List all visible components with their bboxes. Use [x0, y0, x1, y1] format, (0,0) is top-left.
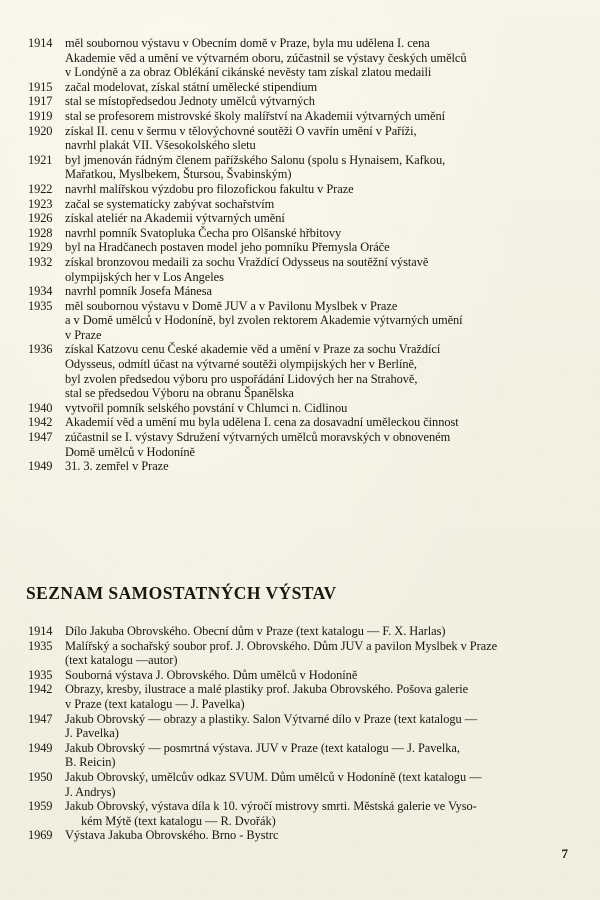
exhibition-entry [28, 741, 582, 770]
chronology-entry [28, 284, 582, 299]
chronology-entry-line: a v Domě umělců v Hodoníně, byl zvolen rektorem Akademie výtvarných umění [65, 313, 463, 328]
chronology-entry [28, 197, 582, 212]
section-heading-exhibitions: SEZNAM SAMOSTATNÝCH VÝSTAV [26, 583, 337, 603]
chronology-entry [28, 226, 582, 241]
chronology-entry-year: 1923 [28, 196, 53, 211]
chronology-entry-year: 1926 [28, 211, 53, 226]
exhibition-entry-line: Jakub Obrovský, výstava díla k 10. výročí mistrovy smrti. Městská galerie ve Vyso- [65, 799, 477, 814]
chronology-entry-year: 1949 [28, 459, 53, 474]
page-number: 7 [561, 846, 568, 861]
chronology-entry [28, 94, 582, 109]
chronology-entry-line: navrhl pomník Josefa Mánesa [65, 284, 212, 299]
chronology-entry-year: 1935 [28, 298, 53, 313]
exhibition-entry-line: Jakub Obrovský — obrazy a plastiky. Salon Výtvarné dílo v Praze (text katalogu — [65, 711, 478, 726]
chronology-entry-body [58, 36, 582, 80]
exhibition-entry [28, 682, 582, 711]
exhibition-entry-line: Dílo Jakuba Obrovského. Obecní dům v Praze (text katalogu — F. X. Harlas) [65, 624, 446, 638]
chronology-entry-year: 1947 [28, 430, 53, 445]
chronology-entry-line: Akademie věd a umění ve výtvarném oboru, zúčastnil se výstavy českých umělců [65, 50, 467, 65]
chronology-entry-line: Mařatkou, Myslbekem, Štursou, Švabinským) [65, 167, 292, 182]
chronology-entry-line: získal II. cenu v šermu v tělovýchovné soutěži O vavřín umění v Paříži, [65, 123, 417, 138]
exhibition-entry [28, 712, 582, 741]
chronology-entry-line: Odysseus, odmítl účast na výtvarné soutěži olympijských her v Berlíně, [65, 357, 417, 372]
chronology-entry-line: v Londýně a za obraz Oblékání cikánské nevěsty tam získal zlatou medaili [65, 65, 432, 80]
exhibition-entry [28, 770, 582, 799]
exhibition-entry-year: 1959 [28, 799, 53, 814]
chronology-entry-year: 1922 [28, 181, 53, 196]
chronology-entry-body [58, 459, 582, 474]
chronology-entry-year: 1940 [28, 400, 53, 415]
exhibition-entry [28, 624, 582, 639]
chronology-entry-line: byl zvolen předsedou výboru pro uspořádání Lidových her na Strahově, [65, 371, 418, 386]
chronology-entry-body [58, 94, 582, 109]
chronology-entry-year: 1920 [28, 123, 53, 138]
chronology-entry-line: byl na Hradčanech postaven model jeho pomníku Přemysla Oráče [65, 240, 390, 255]
exhibition-entry-body [58, 741, 582, 770]
chronology-entry-line: získal bronzovou medaili za sochu Vraždící Odysseus na soutěžní výstavě [65, 254, 429, 269]
exhibition-entry-line: (text katalogu —autor) [65, 653, 178, 668]
exhibition-entry-line: Jakub Obrovský, umělcův odkaz SVUM. Dům umělců v Hodoníně (text katalogu — [65, 769, 482, 784]
chronology-entry-year: 1934 [28, 284, 53, 299]
chronology-entry-line: navrhl plakát VII. Všesokolského sletu [65, 138, 256, 153]
exhibition-entry-year: 1969 [28, 828, 53, 843]
chronology-entry-body [58, 430, 582, 459]
chronology-entry [28, 211, 582, 226]
chronology-entry-line: v Praze [65, 327, 102, 342]
chronology-entry-body [58, 342, 582, 400]
exhibition-entry-body [58, 712, 582, 741]
exhibition-entry-line: Jakub Obrovský — posmrtná výstava. JUV v Praze (text katalogu — J. Pavelka, [65, 740, 460, 755]
exhibition-entry-body [58, 668, 582, 683]
chronology-entry [28, 255, 582, 284]
chronology-entry-line: 31. 3. zemřel v Praze [65, 459, 169, 474]
chronology-entry-line: navrhl pomník Svatopluka Čecha pro Olšanské hřbitovy [65, 225, 342, 240]
exhibition-entry-body [58, 770, 582, 799]
chronology-entry-year: 1928 [28, 225, 53, 240]
chronology-entry-line: získal Katzovu cenu České akademie věd a umění v Praze za sochu Vraždící [65, 342, 441, 357]
exhibition-entry-body [58, 828, 582, 843]
chronology-entry [28, 240, 582, 255]
chronology-entry-body [58, 80, 582, 95]
chronology-entry-line: navrhl malířskou výzdobu pro filozofickou fakultu v Praze [65, 181, 354, 196]
chronology-entry-body [58, 255, 582, 284]
chronology-entry-line: stal se místopředsedou Jednoty umělců výtvarných [65, 94, 315, 109]
chronology-entry-line: byl jmenován řádným členem pařížského Salonu (spolu s Hynaisem, Kafkou, [65, 152, 446, 167]
chronology-entry-line: stal se profesorem mistrovské školy malířství na Akademii výtvarných umění [65, 108, 445, 123]
exhibition-entry-year: 1914 [28, 624, 53, 638]
chronology-entry-line: začal modelovat, získal státní umělecké stipendium [65, 79, 318, 94]
exhibition-entry-line: Malířský a sochařský soubor prof. J. Obrovského. Dům JUV a pavilon Myslbek v Praze [65, 638, 498, 653]
chronology-entry-body [58, 415, 582, 430]
chronology-entry [28, 415, 582, 430]
exhibition-entry-year: 1935 [28, 638, 53, 653]
chronology-entry-line: zúčastnil se I. výstavy Sdružení výtvarných umělců moravských v obnoveném [65, 430, 451, 445]
chronology-entry-line: získal ateliér na Akademii výtvarných umění [65, 211, 285, 226]
chronology-entry-body [58, 124, 582, 153]
exhibition-entry-year: 1950 [28, 769, 53, 784]
chronology-entry [28, 459, 582, 474]
exhibitions-list [28, 624, 582, 843]
chronology-entry [28, 153, 582, 182]
chronology-entry [28, 401, 582, 416]
exhibition-entry-line: Souborná výstava J. Obrovského. Dům umělců v Hodoníně [65, 667, 358, 682]
exhibition-entry-body [58, 639, 582, 668]
exhibition-entry-line: v Praze (text katalogu — J. Pavelka) [65, 696, 245, 711]
chronology-entry-line: vytvořil pomník selského povstání v Chlumci n. Cidlinou [65, 400, 348, 415]
exhibition-entry-line: J. Pavelka) [65, 726, 119, 741]
exhibition-entry [28, 668, 582, 683]
exhibition-entry [28, 639, 582, 668]
exhibition-entry-line: Výstava Jakuba Obrovského. Brno - Bystrc [65, 828, 279, 843]
exhibition-entry-body [58, 624, 582, 639]
chronology-entry-year: 1917 [28, 94, 53, 109]
chronology-entry-line: Domě umělců v Hodoníně [65, 444, 196, 459]
exhibition-entry-line: J. Andrys) [65, 784, 116, 799]
chronology-entry [28, 80, 582, 95]
chronology-entry-year: 1919 [28, 108, 53, 123]
chronology-entry [28, 342, 582, 400]
exhibition-entry-body [58, 799, 582, 828]
chronology-entry-year: 1921 [28, 152, 53, 167]
exhibition-entry [28, 828, 582, 843]
chronology-entry-body [58, 299, 582, 343]
exhibition-entry-year: 1935 [28, 667, 53, 682]
chronology-entry [28, 36, 582, 80]
exhibition-entry-year: 1947 [28, 711, 53, 726]
chronology-entry-year: 1929 [28, 240, 53, 255]
exhibition-entry-line: B. Reicin) [65, 755, 116, 770]
chronology-entry-year: 1936 [28, 342, 53, 357]
exhibition-entry-year: 1942 [28, 682, 53, 697]
exhibition-entry [28, 799, 582, 828]
chronology-entry-year: 1914 [28, 36, 53, 50]
chronology-entry [28, 430, 582, 459]
chronology-entry-line: Akademií věd a umění mu byla udělena I. cena za dosavadní uměleckou činnost [65, 415, 459, 430]
chronology-entry-body [58, 240, 582, 255]
chronology-entry-year: 1915 [28, 79, 53, 94]
chronology-entry-year: 1942 [28, 415, 53, 430]
exhibition-entry-line: kém Mýtě (text katalogu — R. Dvořák) [81, 813, 276, 828]
chronology-entry-line: začal se systematicky zabývat sochařstvím [65, 196, 275, 211]
exhibition-entry-year: 1949 [28, 740, 53, 755]
chronology-entry-line: olympijských her v Los Angeles [65, 269, 224, 284]
chronology-entry-body [58, 284, 582, 299]
chronology-entry [28, 299, 582, 343]
chronology-entry-line: měl soubornou výstavu v Domě JUV a v Pavilonu Myslbek v Praze [65, 298, 398, 313]
chronology-entry-body [58, 109, 582, 124]
chronology-entry-body [58, 401, 582, 416]
chronology-entry-body [58, 182, 582, 197]
exhibition-entry-line: Obrazy, kresby, ilustrace a malé plastiky prof. Jakuba Obrovského. Pošova galerie [65, 682, 469, 697]
chronology-entry [28, 109, 582, 124]
chronology-entry-body [58, 153, 582, 182]
chronology-entry-body [58, 226, 582, 241]
chronology-list [28, 36, 582, 474]
exhibition-entry-body [58, 682, 582, 711]
chronology-entry [28, 182, 582, 197]
chronology-entry-body [58, 197, 582, 212]
chronology-entry-line: stal se předsedou Výboru na obranu Španělska [65, 386, 294, 401]
chronology-entry-body [58, 211, 582, 226]
chronology-entry [28, 124, 582, 153]
chronology-entry-year: 1932 [28, 254, 53, 269]
chronology-entry-line: měl soubornou výstavu v Obecním domě v Praze, byla mu udělena I. cena [65, 36, 430, 50]
